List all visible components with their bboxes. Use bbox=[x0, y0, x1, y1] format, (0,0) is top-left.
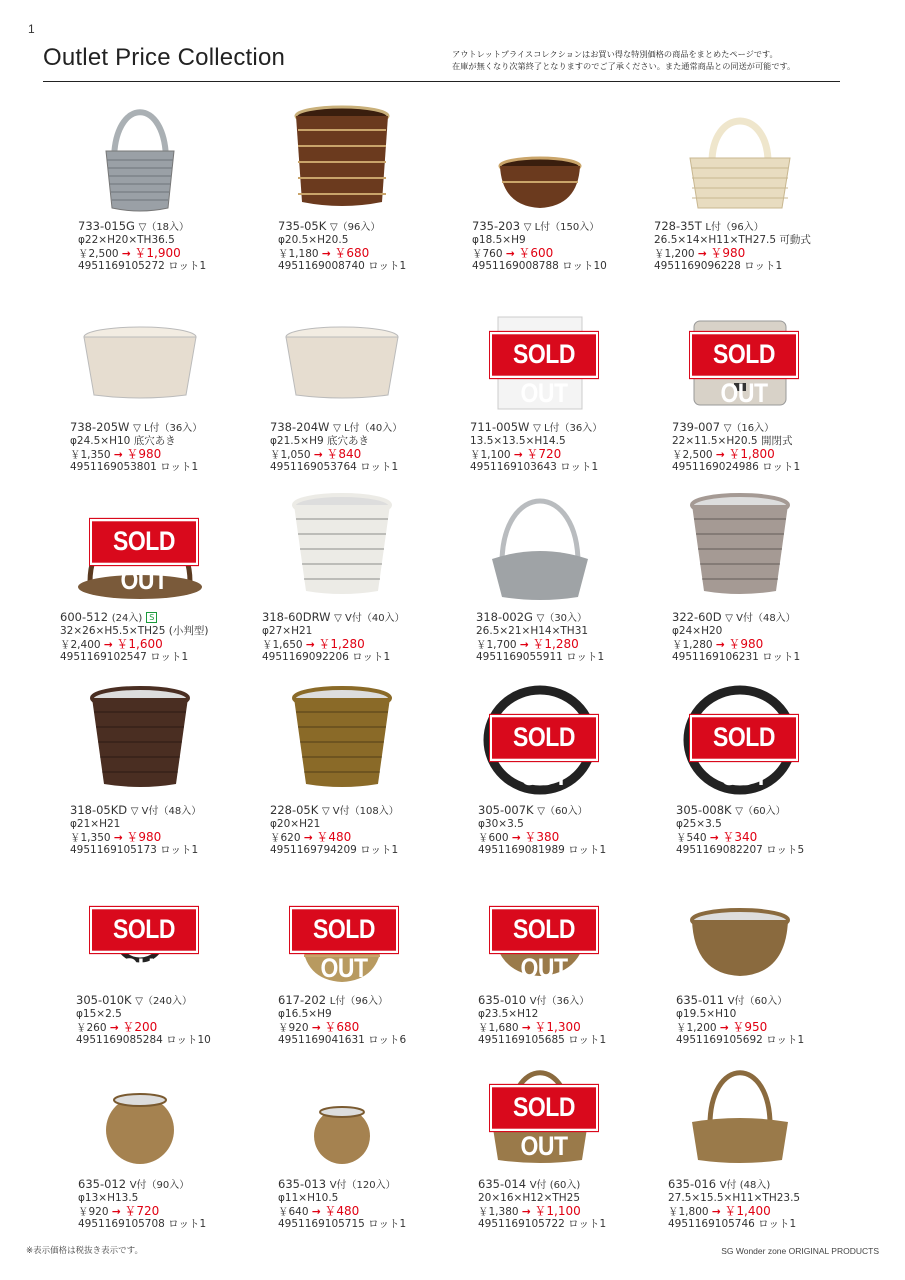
product-pack-note: V付（60入） bbox=[727, 996, 788, 1007]
product-price-line bbox=[76, 1021, 211, 1034]
tax-footnote: ※表示価格は税抜き表示です。 bbox=[26, 1246, 143, 1256]
product-size: 20×16×H12×TH25 bbox=[478, 1192, 581, 1205]
sold-out-badge: SOLD OUT bbox=[490, 1085, 598, 1131]
product-price-line bbox=[478, 831, 606, 844]
product-info bbox=[76, 994, 211, 1047]
price-arrow-icon: → bbox=[519, 638, 533, 651]
original-price: ￥1,200 bbox=[654, 247, 698, 260]
product-pack-note: ▽（60入） bbox=[735, 806, 786, 817]
product-price-line bbox=[676, 1021, 804, 1034]
product-image bbox=[640, 487, 840, 607]
price-arrow-icon: → bbox=[103, 638, 117, 651]
sold-out-badge: SOLD OUT bbox=[90, 519, 198, 565]
product-info bbox=[478, 1178, 606, 1231]
product-code: 318-002G bbox=[476, 610, 537, 624]
product-info bbox=[672, 421, 800, 474]
product-size: φ24×H20 bbox=[672, 625, 723, 638]
sold-out-badge: SOLD OUT bbox=[690, 715, 798, 761]
product-info bbox=[676, 804, 804, 857]
price-arrow-icon: → bbox=[513, 448, 527, 461]
original-price: ￥1,050 bbox=[270, 448, 314, 461]
price-arrow-icon: → bbox=[521, 1205, 535, 1218]
price-arrow-icon: → bbox=[111, 1205, 125, 1218]
product-jan-lot: 4951169105173 ロット1 bbox=[70, 844, 199, 857]
product-pack-note: ▽ L付（36入） bbox=[533, 423, 603, 434]
original-price: ￥760 bbox=[472, 247, 506, 260]
product-price-line bbox=[78, 1205, 206, 1218]
original-price: ￥1,350 bbox=[70, 831, 114, 844]
product-pack-note: V付（90入） bbox=[129, 1180, 190, 1191]
product-info bbox=[470, 421, 602, 474]
product-code: 735-203 bbox=[472, 219, 524, 233]
product-jan-lot: 4951169103643 ロット1 bbox=[470, 461, 599, 474]
product-jan-lot: 4951169105715 ロット1 bbox=[278, 1218, 407, 1231]
original-price: ￥260 bbox=[76, 1021, 110, 1034]
product-jan-lot: 4951169041631 ロット6 bbox=[278, 1034, 407, 1047]
product-info bbox=[78, 1178, 206, 1231]
product-size: φ13×H13.5 bbox=[78, 1192, 139, 1205]
product-info bbox=[478, 804, 606, 857]
price-arrow-icon: → bbox=[321, 247, 335, 260]
product-size: φ25×3.5 bbox=[676, 818, 722, 831]
original-price: ￥640 bbox=[278, 1205, 312, 1218]
sold-out-badge: SOLD OUT bbox=[490, 332, 598, 378]
basket-body bbox=[690, 158, 790, 208]
bowl-body bbox=[84, 337, 196, 398]
original-price: ￥1,280 bbox=[672, 638, 716, 651]
product-price-line bbox=[672, 638, 800, 651]
price-arrow-icon: → bbox=[305, 638, 319, 651]
product-image bbox=[40, 96, 240, 216]
original-price: ￥1,800 bbox=[668, 1205, 712, 1218]
product-jan-lot: 4951169105272 ロット1 bbox=[78, 260, 207, 273]
product-jan-lot: 4951169055911 ロット1 bbox=[476, 651, 605, 664]
product-price-line bbox=[478, 1205, 606, 1218]
product-code: 305-007K bbox=[478, 803, 538, 817]
product-size: 22×11.5×H20.5 開閉式 bbox=[672, 435, 793, 448]
sold-out-badge: SOLD OUT bbox=[690, 332, 798, 378]
original-price: ￥1,200 bbox=[676, 1021, 720, 1034]
price-arrow-icon: → bbox=[113, 448, 127, 461]
product-price-line bbox=[478, 1021, 606, 1034]
product-code: 735-05K bbox=[278, 219, 330, 233]
product-code: 733-015G bbox=[78, 219, 139, 233]
sale-price: ￥380 bbox=[524, 829, 560, 844]
page-number: 1 bbox=[28, 22, 35, 36]
product-info bbox=[70, 804, 201, 857]
product-image bbox=[40, 680, 240, 800]
price-arrow-icon: → bbox=[311, 1021, 325, 1034]
product-code: 738-204W bbox=[270, 420, 334, 434]
sale-price: ￥480 bbox=[316, 829, 352, 844]
rim bbox=[114, 1094, 166, 1106]
price-arrow-icon: → bbox=[715, 448, 729, 461]
product-size: 13.5×13.5×H14.5 bbox=[470, 435, 566, 448]
product-jan-lot: 4951169085284 ロット10 bbox=[76, 1034, 211, 1047]
product-pack-note: ▽（60入） bbox=[537, 806, 588, 817]
product-pack-note: ▽ L付（40入） bbox=[333, 423, 403, 434]
basket-body bbox=[500, 166, 580, 208]
product-info bbox=[676, 994, 804, 1047]
product-info bbox=[60, 611, 208, 664]
original-price: ￥920 bbox=[278, 1021, 312, 1034]
product-pack-note: V付 (48入) bbox=[719, 1180, 771, 1191]
product-price-line bbox=[270, 448, 402, 461]
product-pack-note: V付 (60入) bbox=[529, 1180, 581, 1191]
product-size: 26.5×14×H11×TH27.5 可動式 bbox=[654, 234, 811, 247]
product-price-line bbox=[278, 1205, 406, 1218]
sale-price: ￥200 bbox=[122, 1019, 158, 1034]
product-info bbox=[476, 611, 604, 664]
product-info bbox=[78, 220, 206, 273]
product-image bbox=[242, 680, 442, 800]
product-jan-lot: 4951169105685 ロット1 bbox=[478, 1034, 607, 1047]
sale-price: ￥680 bbox=[324, 1019, 360, 1034]
product-pack-note: ▽ L付（150入） bbox=[523, 222, 600, 233]
product-code: 635-016 bbox=[668, 1177, 720, 1191]
product-code: 635-012 bbox=[78, 1177, 130, 1191]
product-price-line bbox=[472, 247, 607, 260]
product-image bbox=[242, 297, 442, 417]
price-arrow-icon: → bbox=[121, 247, 135, 260]
product-size: 27.5×15.5×H11×TH23.5 bbox=[668, 1192, 801, 1205]
product-price-line bbox=[78, 247, 206, 260]
product-size: φ20×H21 bbox=[270, 818, 321, 831]
product-price-line bbox=[470, 448, 602, 461]
basket-body bbox=[492, 551, 588, 600]
product-jan-lot: 4951169794209 ロット1 bbox=[270, 844, 399, 857]
product-jan-lot: 4951169024986 ロット1 bbox=[672, 461, 801, 474]
original-price: ￥1,100 bbox=[470, 448, 514, 461]
product-jan-lot: 4951169008740 ロット1 bbox=[278, 260, 407, 273]
original-price: ￥1,350 bbox=[70, 448, 114, 461]
basket-body bbox=[692, 920, 788, 976]
product-price-line bbox=[278, 1021, 406, 1034]
product-info bbox=[654, 220, 811, 273]
original-price: ￥920 bbox=[78, 1205, 112, 1218]
product-info bbox=[672, 611, 800, 664]
price-arrow-icon: → bbox=[711, 1205, 725, 1218]
product-code: 635-013 bbox=[278, 1177, 330, 1191]
product-image bbox=[440, 487, 640, 607]
product-size: φ23.5×H12 bbox=[478, 1008, 539, 1021]
price-arrow-icon: → bbox=[697, 247, 711, 260]
product-size: φ19.5×H10 bbox=[676, 1008, 737, 1021]
price-arrow-icon: → bbox=[521, 1021, 535, 1034]
original-price: ￥1,680 bbox=[478, 1021, 522, 1034]
sold-out-badge: SOLD OUT bbox=[490, 907, 598, 953]
product-jan-lot: 4951169105722 ロット1 bbox=[478, 1218, 607, 1231]
product-pack-note: ▽ V付（48入） bbox=[130, 806, 202, 817]
product-pack-note: L付（96入） bbox=[329, 996, 389, 1007]
sale-price: ￥720 bbox=[124, 1203, 160, 1218]
product-price-line bbox=[70, 448, 202, 461]
sale-price: ￥980 bbox=[710, 245, 746, 260]
sale-price: ￥720 bbox=[526, 446, 562, 461]
product-code: 635-010 bbox=[478, 993, 530, 1007]
product-size: φ11×H10.5 bbox=[278, 1192, 339, 1205]
product-pack-note: ▽ L付（36入） bbox=[133, 423, 203, 434]
sold-out-badge: SOLD OUT bbox=[90, 907, 198, 953]
product-info bbox=[478, 994, 606, 1047]
sold-out-badge: SOLD OUT bbox=[290, 907, 398, 953]
product-price-line bbox=[70, 831, 201, 844]
product-code: 617-202 bbox=[278, 993, 330, 1007]
product-jan-lot: 4951169053801 ロット1 bbox=[70, 461, 199, 474]
price-arrow-icon: → bbox=[113, 831, 127, 844]
product-pack-note: ▽（96入） bbox=[329, 222, 381, 233]
sale-price: ￥480 bbox=[324, 1203, 360, 1218]
product-code: 738-205W bbox=[70, 420, 134, 434]
price-arrow-icon: → bbox=[715, 638, 729, 651]
product-pack-note: V付（36入） bbox=[529, 996, 590, 1007]
product-size: φ18.5×H9 bbox=[472, 234, 526, 247]
product-code: 600-512 bbox=[60, 610, 112, 624]
sale-price: ￥1,100 bbox=[534, 1203, 581, 1218]
product-code: 228-05K bbox=[270, 803, 322, 817]
original-price: ￥1,380 bbox=[478, 1205, 522, 1218]
product-price-line bbox=[262, 638, 405, 651]
sale-price: ￥340 bbox=[722, 829, 758, 844]
product-size: φ20.5×H20.5 bbox=[278, 234, 349, 247]
product-info bbox=[278, 1178, 406, 1231]
original-price: ￥1,180 bbox=[278, 247, 322, 260]
product-price-line bbox=[668, 1205, 800, 1218]
product-size: φ27×H21 bbox=[262, 625, 313, 638]
product-info bbox=[668, 1178, 800, 1231]
product-image bbox=[242, 1054, 442, 1174]
sale-price: ￥950 bbox=[732, 1019, 768, 1034]
product-jan-lot: 4951169105746 ロット1 bbox=[668, 1218, 797, 1231]
product-jan-lot: 4951169102547 ロット1 bbox=[60, 651, 189, 664]
sale-price: ￥1,280 bbox=[532, 636, 579, 651]
original-price: ￥540 bbox=[676, 831, 710, 844]
product-info bbox=[270, 804, 399, 857]
sale-price: ￥680 bbox=[334, 245, 370, 260]
original-price: ￥2,400 bbox=[60, 638, 104, 651]
product-image bbox=[40, 297, 240, 417]
sale-price: ￥1,400 bbox=[724, 1203, 771, 1218]
product-info bbox=[278, 220, 406, 273]
product-price-line bbox=[278, 247, 406, 260]
product-size: 26.5×21×H14×TH31 bbox=[476, 625, 589, 638]
original-price: ￥2,500 bbox=[78, 247, 122, 260]
product-jan-lot: 4951169106231 ロット1 bbox=[672, 651, 801, 664]
product-code: 728-35T bbox=[654, 219, 706, 233]
header-note bbox=[452, 48, 795, 72]
product-code: 711-005W bbox=[470, 420, 534, 434]
price-arrow-icon: → bbox=[505, 247, 519, 260]
product-code: 739-007 bbox=[672, 420, 724, 434]
header-note-line-2: 在庫が無くなり次第終了となりますのでご了承ください。また通常商品との同送が可能です。 bbox=[452, 61, 796, 71]
product-size: φ22×H20×TH36.5 bbox=[78, 234, 175, 247]
product-info bbox=[270, 421, 402, 474]
sale-price: ￥980 bbox=[126, 829, 162, 844]
product-jan-lot: 4951169053764 ロット1 bbox=[270, 461, 399, 474]
product-size: φ15×2.5 bbox=[76, 1008, 122, 1021]
sale-price: ￥1,300 bbox=[534, 1019, 581, 1034]
product-code: 635-014 bbox=[478, 1177, 530, 1191]
product-image bbox=[640, 870, 840, 990]
original-price: ￥2,500 bbox=[672, 448, 716, 461]
bowl-body bbox=[286, 337, 398, 398]
product-code: 322-60D bbox=[672, 610, 726, 624]
product-size: φ21×H21 bbox=[70, 818, 121, 831]
product-jan-lot: 4951169105708 ロット1 bbox=[78, 1218, 207, 1231]
product-size: φ21.5×H9 底穴あき bbox=[270, 435, 370, 448]
sale-price: ￥840 bbox=[326, 446, 362, 461]
product-code: 635-011 bbox=[676, 993, 728, 1007]
header-divider bbox=[43, 81, 840, 82]
product-pack-note: ▽ V付（108入） bbox=[321, 806, 399, 817]
sale-price: ￥600 bbox=[518, 245, 554, 260]
product-image bbox=[40, 1054, 240, 1174]
product-jan-lot: 4951169092206 ロット1 bbox=[262, 651, 391, 664]
product-jan-lot: 4951169008788 ロット10 bbox=[472, 260, 607, 273]
price-arrow-icon: → bbox=[311, 1205, 325, 1218]
product-pack-note: ▽ V付（40入） bbox=[334, 613, 405, 624]
sale-price: ￥1,900 bbox=[134, 245, 181, 260]
product-jan-lot: 4951169082207 ロット5 bbox=[676, 844, 805, 857]
product-info bbox=[472, 220, 607, 273]
product-pack-note: ▽（30入） bbox=[536, 613, 588, 624]
product-image bbox=[440, 96, 640, 216]
product-pack-note: L付（96入） bbox=[705, 222, 764, 233]
product-jan-lot: 4951169096228 ロット1 bbox=[654, 260, 783, 273]
product-jan-lot: 4951169081989 ロット1 bbox=[478, 844, 607, 857]
rim bbox=[320, 1107, 364, 1117]
product-info bbox=[70, 421, 202, 474]
product-pack-note: ▽（18入） bbox=[138, 222, 190, 233]
product-info bbox=[278, 994, 406, 1047]
brand-footer: SG Wonder zone ORIGINAL PRODUCTS bbox=[721, 1246, 879, 1256]
product-code: 318-60DRW bbox=[262, 610, 335, 624]
header-note-line-1: アウトレットプライスコレクションはお買い得な特別価格の商品をまとめたページです。 bbox=[452, 49, 778, 59]
price-arrow-icon: → bbox=[313, 448, 327, 461]
original-price: ￥620 bbox=[270, 831, 304, 844]
product-size: φ24.5×H10 底穴あき bbox=[70, 435, 176, 448]
product-pack-note: ▽（240入） bbox=[135, 996, 193, 1007]
basket-body bbox=[692, 1118, 788, 1163]
sale-price: ￥1,600 bbox=[116, 636, 163, 651]
product-size: 32×26×H5.5×TH25 (小判型) bbox=[60, 625, 209, 638]
product-jan-lot: 4951169105692 ロット1 bbox=[676, 1034, 805, 1047]
product-price-line bbox=[60, 638, 208, 651]
price-arrow-icon: → bbox=[719, 1021, 733, 1034]
product-code: 318-05KD bbox=[70, 803, 131, 817]
product-code: 305-010K bbox=[76, 993, 136, 1007]
product-info bbox=[262, 611, 405, 664]
original-price: ￥600 bbox=[478, 831, 512, 844]
s-badge: S bbox=[146, 612, 157, 623]
product-price-line bbox=[270, 831, 399, 844]
product-pack-note: ▽ V付（48入） bbox=[725, 613, 796, 624]
sale-price: ￥1,280 bbox=[318, 636, 365, 651]
product-image bbox=[242, 487, 442, 607]
price-arrow-icon: → bbox=[709, 831, 723, 844]
product-price-line bbox=[672, 448, 800, 461]
sale-price: ￥980 bbox=[728, 636, 764, 651]
sale-price: ￥1,800 bbox=[728, 446, 775, 461]
product-pack-note: (24入) bbox=[111, 613, 143, 624]
product-size: φ16.5×H9 bbox=[278, 1008, 332, 1021]
product-image bbox=[640, 1054, 840, 1174]
product-price-line bbox=[654, 247, 811, 260]
sale-price: ￥980 bbox=[126, 446, 162, 461]
original-price: ￥1,650 bbox=[262, 638, 306, 651]
product-image bbox=[640, 96, 840, 216]
price-arrow-icon: → bbox=[303, 831, 317, 844]
original-price: ￥1,700 bbox=[476, 638, 520, 651]
price-arrow-icon: → bbox=[511, 831, 525, 844]
product-size: φ30×3.5 bbox=[478, 818, 524, 831]
sold-out-badge: SOLD OUT bbox=[490, 715, 598, 761]
product-code: 305-008K bbox=[676, 803, 736, 817]
product-price-line bbox=[676, 831, 804, 844]
product-price-line bbox=[476, 638, 604, 651]
price-arrow-icon: → bbox=[109, 1021, 123, 1034]
product-pack-note: ▽（16入） bbox=[723, 423, 775, 434]
page-title: Outlet Price Collection bbox=[43, 44, 286, 71]
product-pack-note: V付（120入） bbox=[329, 1180, 396, 1191]
product-image bbox=[242, 96, 442, 216]
